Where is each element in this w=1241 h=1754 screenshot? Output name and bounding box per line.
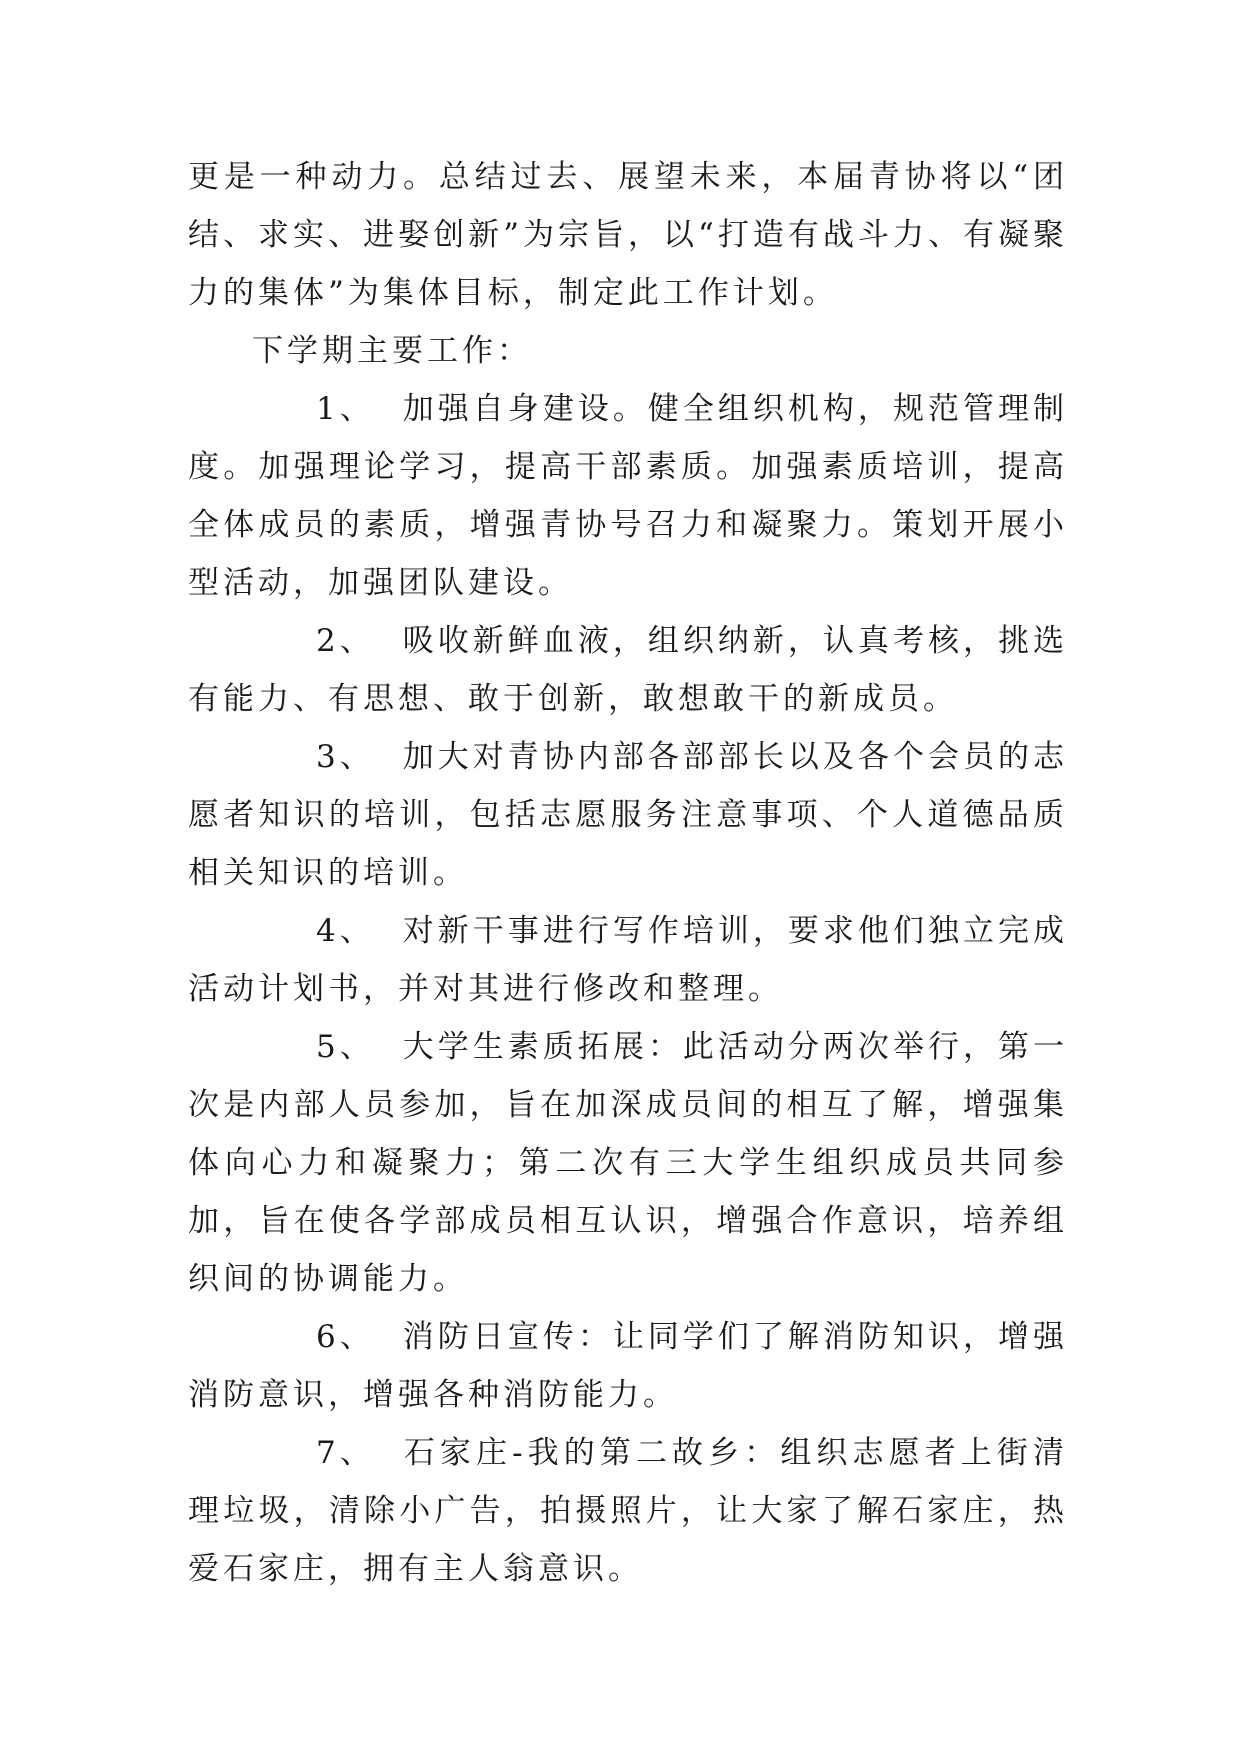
- list-item-number: 3、: [316, 739, 375, 775]
- section-heading: 下学期主要工作：: [252, 333, 532, 369]
- list-item: [188, 1308, 1068, 1424]
- list-item: [188, 1018, 1068, 1308]
- list-item-text: 吸收新鲜血液，组织纳新，认真考核，挑选有能力、有思想、敢于创新，敢想敢干的新成员。: [188, 623, 1068, 717]
- list-item: [188, 902, 1068, 1018]
- list-item-number: 7、: [316, 1435, 375, 1471]
- list-item: [188, 1424, 1068, 1598]
- list-item-text: 消防日宣传：让同学们了解消防知识，增强消防意识，增强各种消防能力。: [188, 1319, 1068, 1413]
- list-item: [188, 728, 1068, 902]
- list-item-number: 2、: [316, 623, 375, 659]
- list-item-number: 1、: [316, 391, 375, 427]
- document-body: [188, 148, 1068, 1598]
- list-item-text: 石家庄-我的第二故乡：组织志愿者上街清理垃圾，清除小广告，拍摄照片，让大家了解石家庄，热爱石家庄，拥有主人翁意识。: [188, 1435, 1068, 1587]
- list-item-number: 4、: [316, 913, 375, 949]
- list-item: [188, 380, 1068, 612]
- list-item-text: 对新干事进行写作培训，要求他们独立完成活动计划书，并对其进行修改和整理。: [188, 913, 1068, 1007]
- list-item-number: 5、: [316, 1029, 375, 1065]
- list-item-text: 大学生素质拓展：此活动分两次举行，第一次是内部人员参加，旨在加深成员间的相互了解，增强集体向心力和凝聚力；第二次有三大学生组织成员共同参加，旨在使各学部成员相互认识，增强合作意识，培养组织间的协调能力。: [188, 1029, 1068, 1297]
- list-item: [188, 612, 1068, 728]
- list-item-text: 加大对青协内部各部部长以及各个会员的志愿者知识的培训，包括志愿服务注意事项、个人道德品质相关知识的培训。: [188, 739, 1068, 891]
- list-item-text: 加强自身建设。健全组织机构，规范管理制度。加强理论学习，提高干部素质。加强素质培训，提高全体成员的素质，增强青协号召力和凝聚力。策划开展小型活动，加强团队建设。: [188, 391, 1068, 601]
- list-item-number: 6、: [316, 1319, 375, 1355]
- intro-paragraph: 更是一种动力。总结过去、展望未来，本届青协将以“团结、求实、进娶创新”为宗旨，以“打造有战斗力、有凝聚力的集体”为集体目标，制定此工作计划。: [188, 159, 1068, 311]
